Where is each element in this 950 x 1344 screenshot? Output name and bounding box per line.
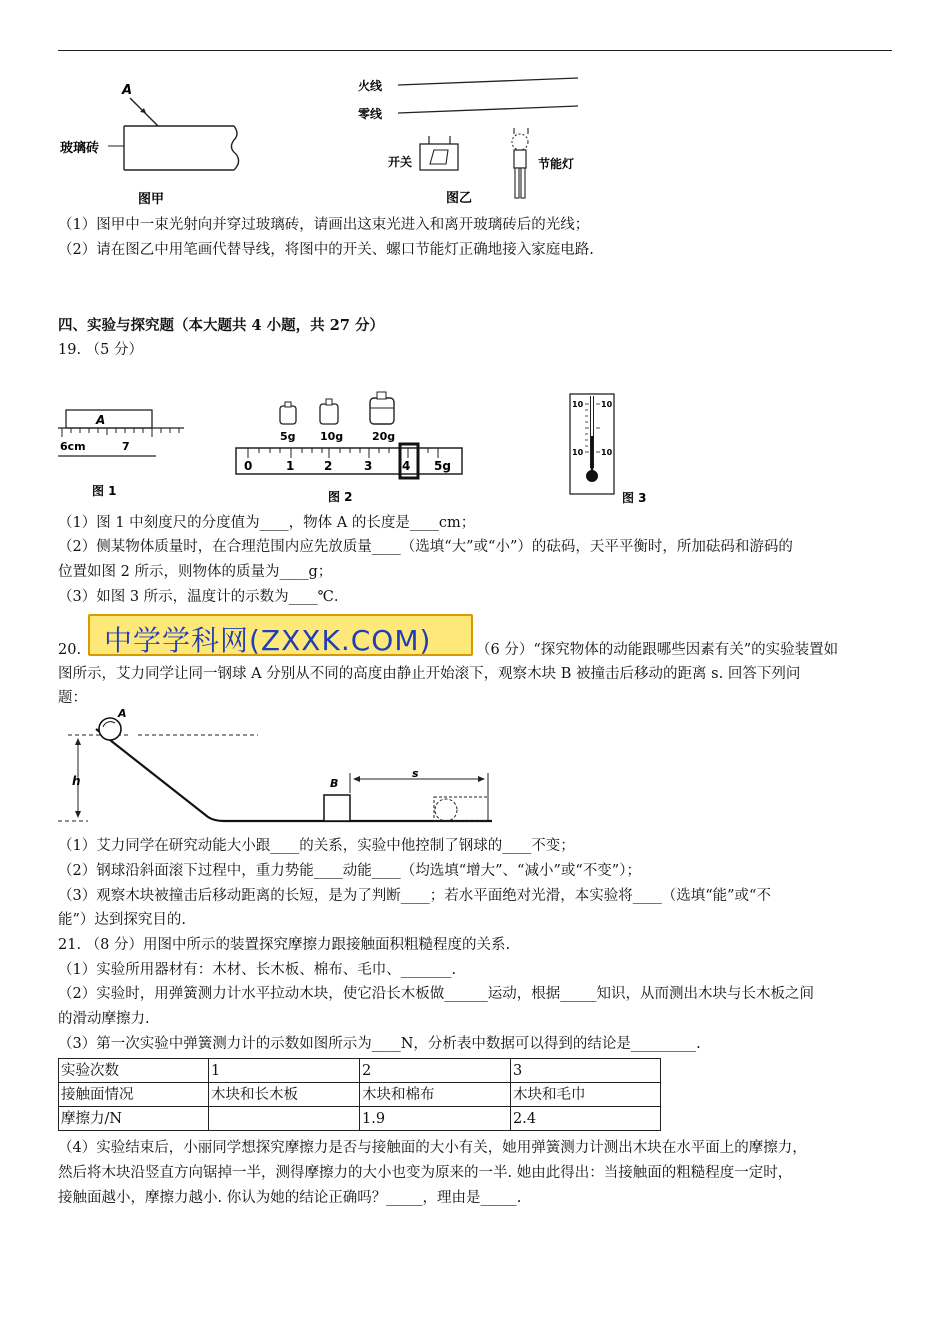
height-label-h: h	[72, 774, 81, 788]
table-cell	[209, 1107, 360, 1131]
banner-text: 中学学科网(ZXXK.COM)	[104, 624, 432, 657]
scale-0: 0	[244, 459, 253, 473]
q21-line6: 然后将木块沿竖直方向锯掉一半，测得摩擦力的大小也变为原来的一半. 她由此得出：当接触面的粗糙程度一定时，	[58, 1165, 793, 1181]
q20-q1: （1）艾力同学在研究动能大小跟____的关系，实验中他控制了钢球的____不变；	[58, 838, 575, 854]
block-label-b: B	[330, 777, 339, 790]
weight-5g: 5g	[280, 430, 296, 443]
glass-label: 玻璃砖	[60, 141, 100, 156]
weight-10g: 10g	[320, 430, 344, 443]
table-cell: 木块和棉布	[360, 1083, 511, 1107]
glass-brick-diagram	[60, 83, 239, 207]
q19-header: 19. （5 分）	[58, 342, 144, 358]
fire-wire-label: 火线	[358, 79, 383, 93]
scale-3: 3	[364, 459, 373, 473]
circuit-diagram	[358, 78, 578, 206]
q21-line5: （4）实验结束后，小丽同学想探究摩擦力是否与接触面的大小有关，她用弹簧测力计测出木块在水平面上的摩擦力，	[58, 1140, 807, 1156]
watermark-banner	[88, 614, 473, 656]
header-rule	[58, 50, 892, 51]
ball-label-a: A	[118, 707, 127, 720]
q19-line1: （1）图 1 中刻度尺的分度值为____，物体 A 的长度是____cm；	[58, 515, 476, 531]
table-cell: 木块和毛巾	[511, 1083, 661, 1107]
weight-20g: 20g	[372, 430, 396, 443]
figure-jia-yi	[58, 68, 618, 210]
q20-line2: 图所示，艾力同学让同一钢球 A 分别从不同的高度由静止开始滚下，观察木块 B 被撞击后移动的距离 s. 回答下列问	[58, 666, 801, 682]
distance-label-s: s	[412, 767, 419, 780]
ruler-6cm: 6cm	[60, 440, 86, 453]
fig3-thermometer	[570, 394, 647, 505]
q20-incline-figure	[58, 705, 498, 833]
table-cell: 1	[209, 1059, 360, 1083]
ray-label-a: A	[122, 83, 133, 98]
q19-line3: 位置如图 2 所示，则物体的质量为____g；	[58, 564, 333, 580]
fig1-caption: 图 1	[92, 484, 117, 498]
fig2-balance	[236, 392, 462, 504]
fig3-caption: 图 3	[622, 491, 647, 505]
section-title: 四、实验与探究题（本大题共 4 小题，共 27 分）	[58, 317, 384, 334]
lamp-label: 节能灯	[538, 157, 575, 171]
table-cell: 2.4	[511, 1107, 661, 1131]
fig2-caption: 图 2	[328, 490, 353, 504]
q21-line2: （2）实验时，用弹簧测力计水平拉动木块，使它沿长木板做______运动，根据_____知识，从而测出木块与长木板之间	[58, 986, 814, 1002]
thermo-10d: 10	[601, 448, 613, 457]
table-cell: 接触面情况	[59, 1083, 209, 1107]
q19-figures	[58, 388, 678, 512]
table-cell: 摩擦力/N	[59, 1107, 209, 1131]
q19-line2: （2）侧某物体质量时，在合理范围内应先放质量____（选填“大”或“小”）的砝码，天平平衡时，所加砝码和游码的	[58, 539, 793, 555]
q21-line4: （3）第一次实验中弹簧测力计的示数如图所示为____N，分析表中数据可以得到的结论是_________.	[58, 1036, 701, 1052]
q18-line2: （2）请在图乙中用笔画代替导线，将图中的开关、螺口节能灯正确地接入家庭电路.	[58, 242, 594, 258]
table-cell: 2	[360, 1059, 511, 1083]
q18-line1: （1）图甲中一束光射向并穿过玻璃砖，请画出这束光进入和离开玻璃砖后的光线；	[58, 217, 590, 233]
q19-line4: （3）如图 3 所示，温度计的示数为____℃.	[58, 589, 339, 605]
switch-label: 开关	[388, 155, 413, 169]
table-cell: 实验次数	[59, 1059, 209, 1083]
thermo-10a: 10	[572, 400, 584, 409]
table-cell: 3	[511, 1059, 661, 1083]
q21-line3: 的滑动摩擦力.	[58, 1011, 150, 1027]
thermo-10c: 10	[572, 448, 584, 457]
q20-num: 20.	[58, 642, 82, 658]
table-cell: 1.9	[360, 1107, 511, 1131]
friction-table	[58, 1058, 661, 1131]
q21-line1: （1）实验所用器材有：木材、长木板、棉布、毛巾、_______.	[58, 962, 457, 978]
q21-line7: 接触面越小，摩擦力越小. 你认为她的结论正确吗？_____，理由是_____.	[58, 1190, 522, 1206]
caption-jia: 图甲	[138, 192, 165, 207]
q21-header: 21. （8 分）用图中所示的装置探究摩擦力跟接触面积粗糙程度的关系.	[58, 937, 511, 953]
ruler-object-a: A	[96, 413, 106, 427]
caption-yi: 图乙	[446, 191, 473, 206]
scale-4: 4	[402, 459, 411, 473]
thermo-10b: 10	[601, 400, 613, 409]
zero-wire-label: 零线	[358, 107, 383, 121]
table-row	[59, 1083, 661, 1107]
ruler-7: 7	[122, 440, 130, 453]
scale-2: 2	[324, 459, 333, 473]
scale-5g: 5g	[434, 459, 451, 473]
scale-1: 1	[286, 459, 295, 473]
q20-q3b: 能”）达到探究目的.	[58, 912, 187, 928]
table-row	[59, 1059, 661, 1083]
q20-line1: （6 分）“探究物体的动能跟哪些因素有关”的实验装置如	[476, 642, 839, 658]
q20-q3a: （3）观察木块被撞击后移动距离的长短，是为了判断____；若水平面绝对光滑，本实验将____（选填“能”或“不	[58, 888, 771, 904]
q20-line3: 题：	[58, 690, 87, 706]
fig1-ruler	[58, 410, 184, 498]
table-cell: 木块和长木板	[209, 1083, 360, 1107]
q20-q2: （2）钢球沿斜面滚下过程中，重力势能____动能____（均选填“增大”、“减小”或“不变”）；	[58, 863, 641, 879]
table-row	[59, 1107, 661, 1131]
